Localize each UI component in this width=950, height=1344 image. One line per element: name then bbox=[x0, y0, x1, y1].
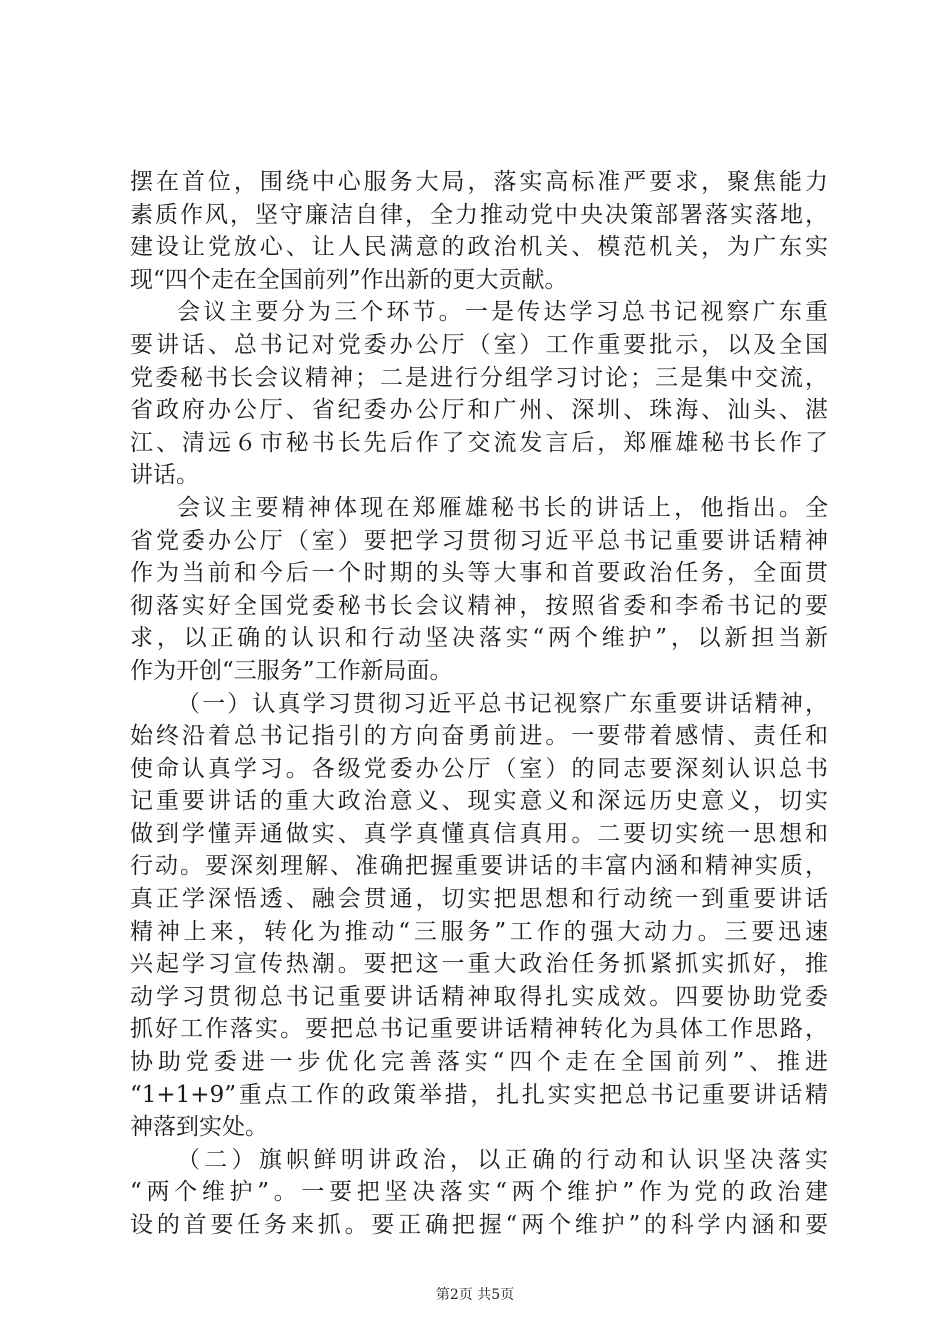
text-line: “1+1+9”重点工作的政策举措，扎扎实实把总书记重要讲话精 bbox=[130, 1081, 828, 1108]
text-line: 兴起学习宣传热潮。要把这一重大政治任务抓紧抓实抓好，推 bbox=[130, 951, 828, 978]
text-line: 建设让党放心、让人民满意的政治机关、模范机关，为广东实 bbox=[130, 234, 828, 261]
text-line: 做到学懂弄通做实、真学真懂真信真用。二要切实统一思想和 bbox=[130, 820, 828, 847]
text-line: 讲话。 bbox=[130, 462, 199, 489]
page-number-footer: 第2页 共5页 bbox=[435, 1287, 515, 1303]
text-line: 使命认真学习。各级党委办公厅（室）的同志要深刻认识总书 bbox=[130, 755, 828, 782]
text-line: 行动。要深刻理解、准确把握重要讲话的丰富内涵和精神实质， bbox=[130, 853, 828, 880]
text-line: 抓好工作落实。要把总书记重要讲话精神转化为具体工作思路， bbox=[130, 1016, 828, 1043]
text-line: 素质作风，坚守廉洁自律，全力推动党中央决策部署落实落地， bbox=[130, 201, 828, 228]
document-body bbox=[130, 166, 828, 1242]
text-line: 作为开创“三服务”工作新局面。 bbox=[130, 657, 453, 684]
text-line: 要讲话、总书记对党委办公厅（室）工作重要批示，以及全国 bbox=[130, 331, 828, 358]
paragraph-first-line: 会议主要分为三个环节。一是传达学习总书记视察广东重 bbox=[177, 299, 828, 326]
text-line: 求，以正确的认识和行动坚决落实“两个维护”，以新担当新 bbox=[130, 625, 828, 652]
section-heading-line: （一）认真学习贯彻习近平总书记视察广东重要讲话精神， bbox=[177, 690, 828, 717]
paragraph-first-line: 会议主要精神体现在郑雁雄秘书长的讲话上，他指出。全 bbox=[177, 494, 828, 521]
text-line: 设的首要任务来抓。要正确把握“两个维护”的科学内涵和要 bbox=[130, 1212, 828, 1238]
text-line: 始终沿着总书记指引的方向奋勇前进。一要带着感情、责任和 bbox=[130, 723, 828, 750]
text-line: 记重要讲话的重大政治意义、现实意义和深远历史意义，切实 bbox=[130, 788, 828, 815]
text-line: 省党委办公厅（室）要把学习贯彻习近平总书记重要讲话精神 bbox=[130, 527, 828, 554]
text-line: 动学习贯彻总书记重要讲话精神取得扎实成效。四要协助党委 bbox=[130, 983, 828, 1010]
text-line: 作为当前和今后一个时期的头等大事和首要政治任务，全面贯 bbox=[130, 560, 828, 587]
text-line: 真正学深悟透、融会贯通，切实把思想和行动统一到重要讲话 bbox=[130, 886, 828, 913]
text-line: 彻落实好全国党委秘书长会议精神，按照省委和李希书记的要 bbox=[130, 592, 828, 619]
text-line: 摆在首位，围绕中心服务大局，落实高标准严要求，聚焦能力 bbox=[130, 169, 828, 195]
text-line: 省政府办公厅、省纪委办公厅和广州、深圳、珠海、汕头、湛 bbox=[130, 397, 828, 424]
text-line: 党委秘书长会议精神；二是进行分组学习讨论；三是集中交流， bbox=[130, 364, 828, 391]
text-line: 现“四个走在全国前列”作出新的更大贡献。 bbox=[130, 266, 568, 293]
section-heading-line: （二）旗帜鲜明讲政治，以正确的行动和认识坚决落实 bbox=[177, 1146, 828, 1173]
text-line: 江、清远６市秘书长先后作了交流发言后，郑雁雄秘书长作了 bbox=[130, 429, 828, 456]
text-line: 精神上来，转化为推动“三服务”工作的强大动力。三要迅速 bbox=[130, 918, 828, 945]
text-line: 神落到实处。 bbox=[130, 1114, 268, 1141]
text-line: 协助党委进一步优化完善落实“四个走在全国前列”、推进 bbox=[130, 1049, 828, 1076]
text-line: “两个维护”。一要把坚决落实“两个维护”作为党的政治建 bbox=[130, 1179, 828, 1206]
